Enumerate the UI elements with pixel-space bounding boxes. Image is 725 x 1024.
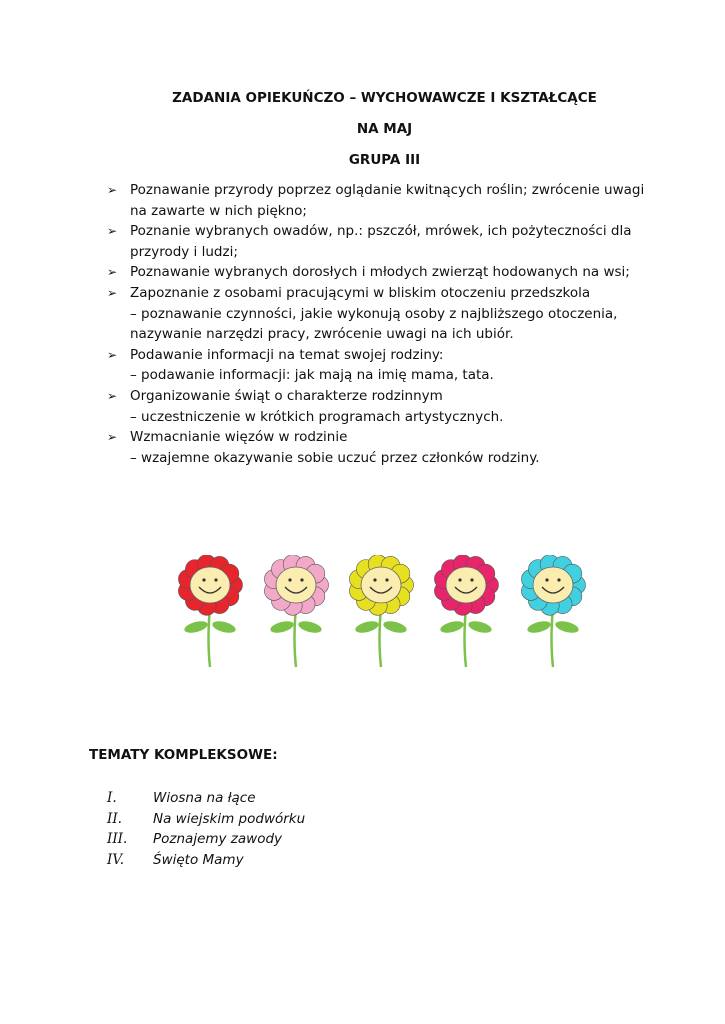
topic-label: Wiosna na łące — [153, 790, 256, 806]
topic-label: Na wiejskim podwórku — [153, 810, 306, 827]
leaf-right — [297, 619, 323, 635]
eye — [202, 578, 205, 581]
topic-item — [107, 829, 305, 850]
flower-icon — [178, 555, 242, 667]
list-item-text: Poznanie wybranych owadów, np.: pszczół, mrówek, ich pożyteczności dla przyrody i ludzi; — [130, 223, 632, 260]
leaf-right — [467, 619, 493, 635]
eye — [458, 578, 461, 581]
tasks-list — [105, 180, 665, 468]
leaf-left — [526, 619, 552, 635]
list-item — [105, 283, 665, 345]
flower-stem — [465, 607, 467, 667]
list-item — [105, 262, 665, 283]
topic-item — [107, 809, 305, 830]
flower-stem — [295, 607, 297, 667]
arrow-bullet-icon: ➢ — [107, 183, 118, 197]
arrow-bullet-icon: ➢ — [107, 430, 118, 445]
eye — [214, 578, 217, 581]
flower-stem — [380, 607, 382, 667]
list-item-subtext: – wzajemne okazywanie sobie uczuć przez członków rodziny. — [130, 449, 540, 466]
eye — [385, 578, 388, 581]
topic-number: II. — [107, 810, 122, 827]
list-item — [105, 345, 665, 386]
group-subtitle: GRUPA III — [348, 152, 421, 168]
leaf-left — [269, 619, 295, 635]
flower-icon — [349, 555, 413, 667]
arrow-bullet-icon: ➢ — [107, 265, 118, 280]
flower-face — [276, 567, 316, 603]
flower-face — [190, 567, 230, 603]
flower-icon — [521, 555, 585, 667]
eye — [288, 578, 291, 581]
eye — [545, 578, 548, 581]
month-subtitle: NA MAJ — [356, 121, 413, 137]
arrow-bullet-icon: ➢ — [107, 388, 118, 403]
list-item — [105, 180, 665, 221]
topic-number: I. — [107, 790, 117, 806]
flower-face — [446, 567, 486, 603]
arrow-bullet-icon: ➢ — [107, 347, 118, 362]
eye — [470, 578, 473, 581]
list-item — [105, 386, 665, 427]
eye — [557, 578, 560, 581]
list-item-text: Wzmacnianie więzów w rodzinie — [130, 429, 348, 446]
flower-stem — [552, 607, 554, 667]
arrow-bullet-icon: ➢ — [107, 224, 118, 239]
topic-item — [107, 788, 305, 809]
list-item-text: Organizowanie świąt o charakterze rodzinnym — [130, 387, 443, 404]
leaf-right — [211, 619, 237, 635]
list-item-text: Poznawanie przyrody poprzez oglądanie kwitnących roślin; zwrócenie uwagi na zawarte w nich piękno; — [130, 182, 645, 219]
topic-label: Poznajemy zawody — [153, 831, 283, 848]
flower-icon — [434, 555, 498, 667]
list-item-text: Podawanie informacji na temat swojej rodziny: — [130, 346, 444, 363]
list-item-subtext: – poznawanie czynności, jakie wykonują osoby z najbliższego otoczenia, nazywanie narzędzi pracy, zwrócenie uwagi na ich ubiór. — [130, 305, 618, 343]
flower-icon — [264, 555, 328, 667]
topic-number: IV. — [107, 852, 125, 869]
topics-list — [107, 788, 305, 871]
list-item — [105, 427, 665, 468]
list-item — [105, 221, 665, 262]
flower-stem — [209, 607, 211, 667]
leaf-left — [354, 619, 380, 635]
topic-label: Święto Mamy — [153, 852, 244, 869]
topics-heading: TEMATY KOMPLEKSOWE: — [89, 747, 278, 763]
leaf-left — [439, 619, 465, 635]
list-item-text: Zapoznanie z osobami pracującymi w bliskim otoczeniu przedszkola — [130, 284, 591, 301]
eye — [300, 578, 303, 581]
leaf-left — [183, 619, 209, 635]
list-item-subtext: – uczestniczenie w krótkich programach artystycznych. — [130, 408, 504, 425]
flower-face — [361, 567, 401, 603]
arrow-bullet-icon: ➢ — [107, 285, 118, 300]
list-item-text: Poznawanie wybranych dorosłych i młodych zwierząt hodowanych na wsi; — [130, 264, 630, 281]
topic-item — [107, 850, 305, 871]
topic-number: III. — [107, 831, 128, 848]
document-title: ZADANIA OPIEKUŃCZO – WYCHOWAWCZE I KSZTAŁCĄCE — [172, 90, 597, 106]
list-item-subtext: – podawanie informacji: jak mają na imię mama, tata. — [130, 367, 494, 384]
eye — [373, 578, 376, 581]
leaf-right — [382, 619, 408, 635]
smiling-flowers-illustration — [168, 555, 598, 675]
flower-face — [533, 567, 573, 603]
leaf-right — [554, 619, 580, 635]
